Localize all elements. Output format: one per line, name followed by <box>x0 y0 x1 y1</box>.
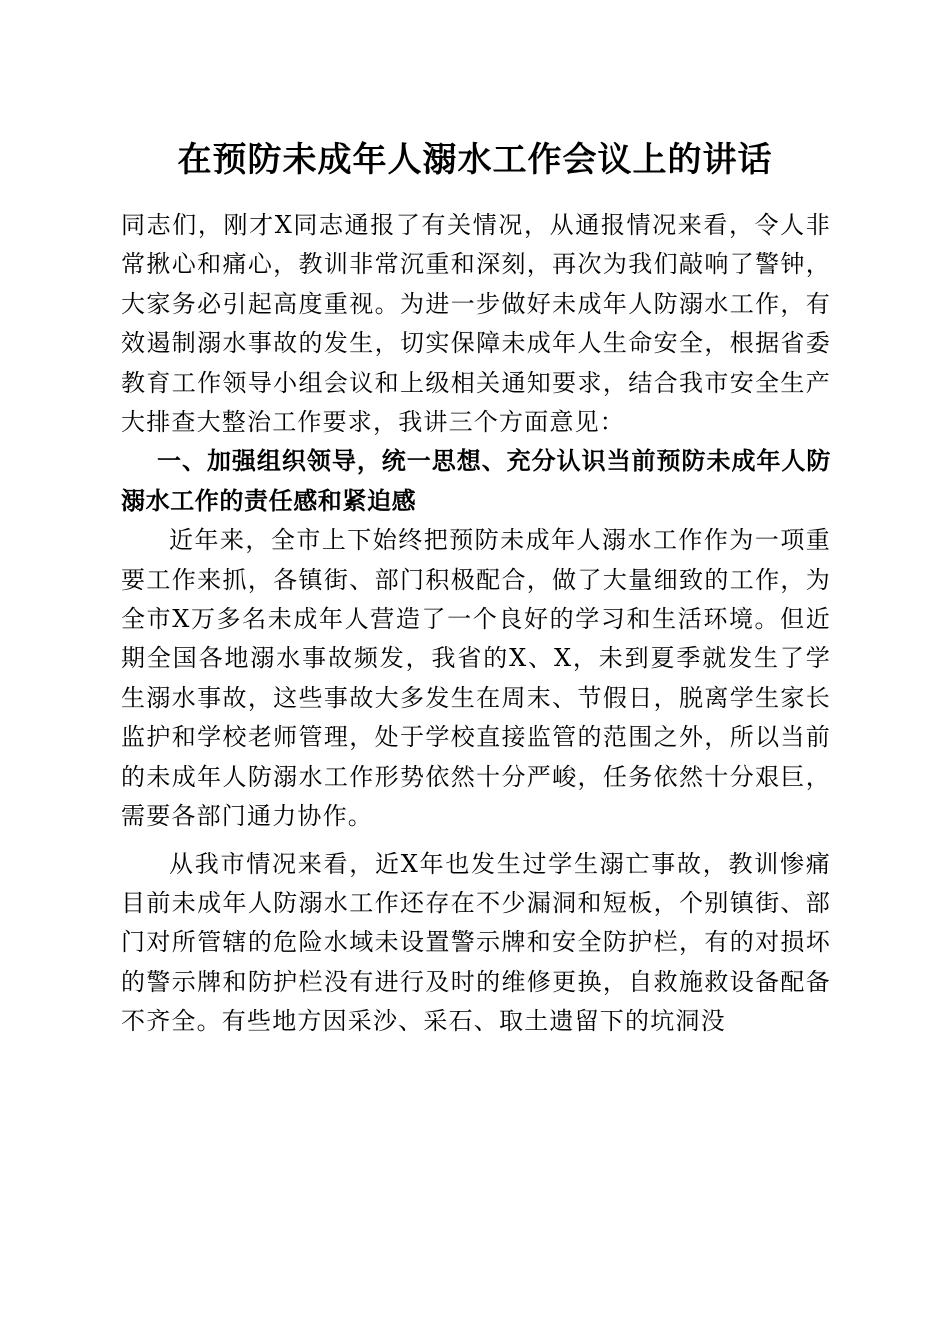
paragraph-city-situation: 从我市情况来看，近X年也发生过学生溺亡事故，教训惨痛目前未成年人防溺水工作还存在不少漏洞和短板，个别镇街、部门对所管辖的危险水域未设置警示牌和安全防护栏，有的对损坏的警示牌和防护栏没有进行及时的维修更换，自救施救设备配备不齐全。有些地方因采沙、采石、取土遗留下的坑洞没 <box>121 849 831 1036</box>
paragraph-opening: 同志们，刚才X同志通报了有关情况，从通报情况来看，令人非常揪心和痛心，教训非常沉重和深刻，再次为我们敲响了警钟，大家务必引起高度重视。为进一步做好未成年人防溺水工作，有效遏制溺水事故的发生，切实保障未成年人生命安全，根据省委教育工作领导小组会议和上级相关通知要求，结合我市安全生产大排查大整治工作要求，我讲三个方面意见： <box>121 211 831 437</box>
document-body <box>121 206 831 1042</box>
paragraph-recent-years: 近年来，全市上下始终把预防未成年人溺水工作作为一项重要工作来抓，各镇街、部门积极配合，做了大量细致的工作，为全市X万多名未成年人营造了一个良好的学习和生活环境。但近期全国各地溺水事故频发，我省的X、X，未到夏季就发生了学生溺水事故，这些事故大多发生在周末、节假日，脱离学生家长监护和学校老师管理，处于学校直接监管的范围之外，所以当前的未成年人防溺水工作形势依然十分严峻，任务依然十分艰巨，需要各部门通力协作。 <box>121 526 831 831</box>
page-title: 在预防未成年人溺水工作会议上的讲话 <box>177 140 773 180</box>
section-heading-1: 一、加强组织领导，统一思想、充分认识当前预防未成年人防溺水工作的责任感和紧迫感 <box>121 447 831 515</box>
